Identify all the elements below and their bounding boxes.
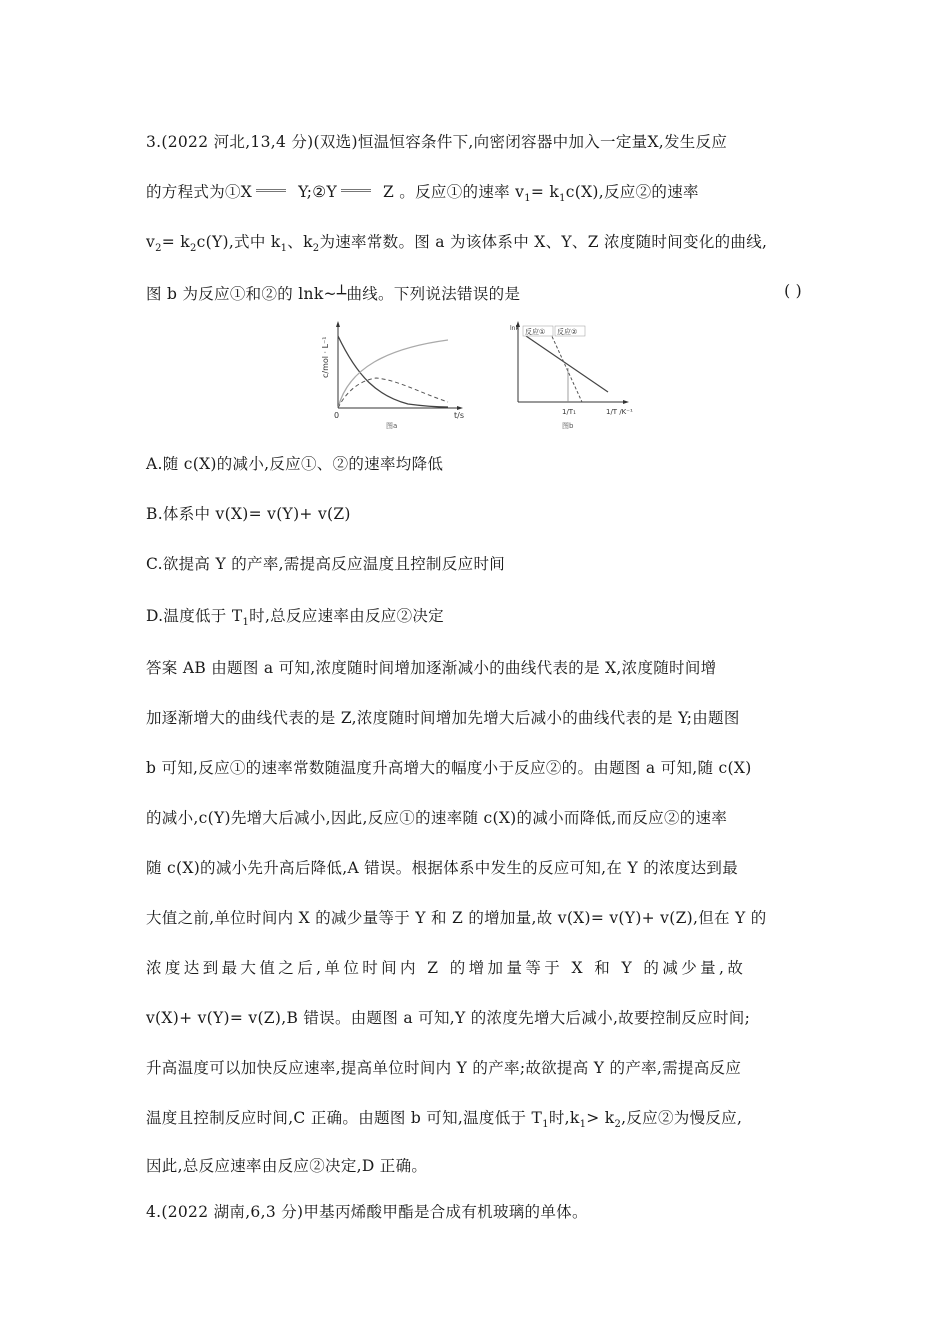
figure-a [318,318,478,436]
text: D.温度低于 T [146,607,243,625]
text: = k [161,233,190,251]
q3-stem-line2 [146,180,699,204]
answer-line4: 的减小,c(Y)先增大后减小,因此,反应①的速率随 c(X)的减小而降低,而反应②的速率 [146,809,728,827]
fig-a-x-arrow-icon [457,406,463,410]
fig-b-legend1: 反应① [525,328,546,336]
text: 温度且控制反应时间,C 正确。由题图 b 可知,温度低于 T [146,1109,543,1127]
fig-a-curve-z [338,340,448,408]
subscript: 2 [614,1119,622,1131]
fig-a-y-arrow-icon [336,321,340,327]
text: Z 。反应①的速率 v [383,183,525,201]
subscript: 1 [524,193,531,205]
subscript: 1 [242,617,250,629]
subscript: 1 [280,243,288,255]
subscript: 1 [579,1119,587,1131]
subscript: 1 [559,193,566,205]
fig-b-ylabel: lnk [510,325,519,332]
text: 的方程式为①X [146,183,253,201]
answer-line10 [146,1106,742,1130]
answer-line3: b 可知,反应①的速率常数随温度升高增大的幅度小于反应②的。由题图 a 可知,随 c(X) [146,759,752,777]
answer-line2: 加逐渐增大的曲线代表的是 Z,浓度随时间增加先增大后减小的曲线代表的是 Y;由题图 [146,709,740,727]
answer-line6: 大值之前,单位时间内 X 的减少量等于 Y 和 Z 的增加量,故 v(X)= v(Y)+ v(Z),但在 Y 的 [146,909,767,927]
option-b: B.体系中 v(X)= v(Y)+ v(Z) [146,505,351,523]
text: 、k [287,233,313,251]
subscript: 1 [542,1119,549,1131]
q3-stem-line3 [146,230,767,254]
figure-b [508,318,640,436]
fig-a-ylabel: c/mol · L⁻¹ [321,336,330,378]
answer-line9: 升高温度可以加快反应速率,提高单位时间内 Y 的产率;故欲提高 Y 的产率,需提高反应 [146,1059,742,1077]
answer-line11: 因此,总反应速率由反应②决定,D 正确。 [146,1157,428,1175]
text: 时,k [548,1109,580,1127]
fig-b-legend2: 反应② [557,328,578,336]
subscript: 2 [189,243,197,255]
fig-a-caption: 图a [386,422,398,430]
fig-a-curve-y [338,378,448,408]
answer-line7: 浓度达到最大值之后,单位时间内 Z 的增加量等于 X 和 Y 的减少量,故 [146,959,747,977]
text: v [146,233,156,251]
fig-a-curve-x [338,336,448,407]
option-c: C.欲提高 Y 的产率,需提高反应温度且控制反应时间 [146,555,506,573]
fig-b-caption: 图b [562,422,574,430]
fig-b-line-reaction2 [550,332,582,402]
text: Y;②Y [298,183,338,201]
text: ,反应②为慢反应, [621,1109,743,1127]
reaction-arrow-icon [341,189,371,192]
q3-stem-line4 [146,282,806,304]
text: c(X),反应②的速率 [565,183,699,201]
text: 为速率常数。图 a 为该体系中 X、Y、Z 浓度随时间变化的曲线, [319,233,768,251]
option-a: A.随 c(X)的减小,反应①、②的速率均降低 [146,455,444,473]
fig-b-line-reaction1 [526,336,608,392]
q4-stem: 4.(2022 湖南,6,3 分)甲基丙烯酸甲酯是合成有机玻璃的单体。 [146,1203,588,1221]
subscript: 2 [155,243,162,255]
answer-line5: 随 c(X)的减小先升高后降低,A 错误。根据体系中发生的反应可知,在 Y 的浓度达到最 [146,859,738,877]
fig-a-xlabel: t/s [454,411,464,420]
fig-b-x-arrow-icon [623,400,629,404]
fig-b-tick-t1: 1/T₁ [562,408,576,416]
text: 图 b 为反应①和②的 lnk~┴曲线。下列说法错误的是 [146,285,521,303]
text: = k [530,183,560,201]
answer-line1: 答案 AB 由题图 a 可知,浓度随时间增加逐渐减小的曲线代表的是 X,浓度随时间增 [146,659,717,677]
answer-line8: v(X)+ v(Y)= v(Z),B 错误。由题图 a 可知,Y 的浓度先增大后减小,故要控制反应时间; [146,1009,751,1027]
answer-bracket: ( ) [784,282,802,300]
subscript: 2 [312,243,320,255]
text: 时,总反应速率由反应②决定 [249,607,444,625]
text: > k [586,1109,615,1127]
reaction-arrow-icon [256,189,286,192]
fig-b-xlabel: 1/T /K⁻¹ [606,408,633,416]
option-d [146,604,444,628]
text: c(Y),式中 k [196,233,281,251]
fig-a-origin: 0 [334,411,340,420]
q3-stem-line1: 3.(2022 河北,13,4 分)(双选)恒温恒容条件下,向密闭容器中加入一定量X,发生反应 [146,133,728,151]
